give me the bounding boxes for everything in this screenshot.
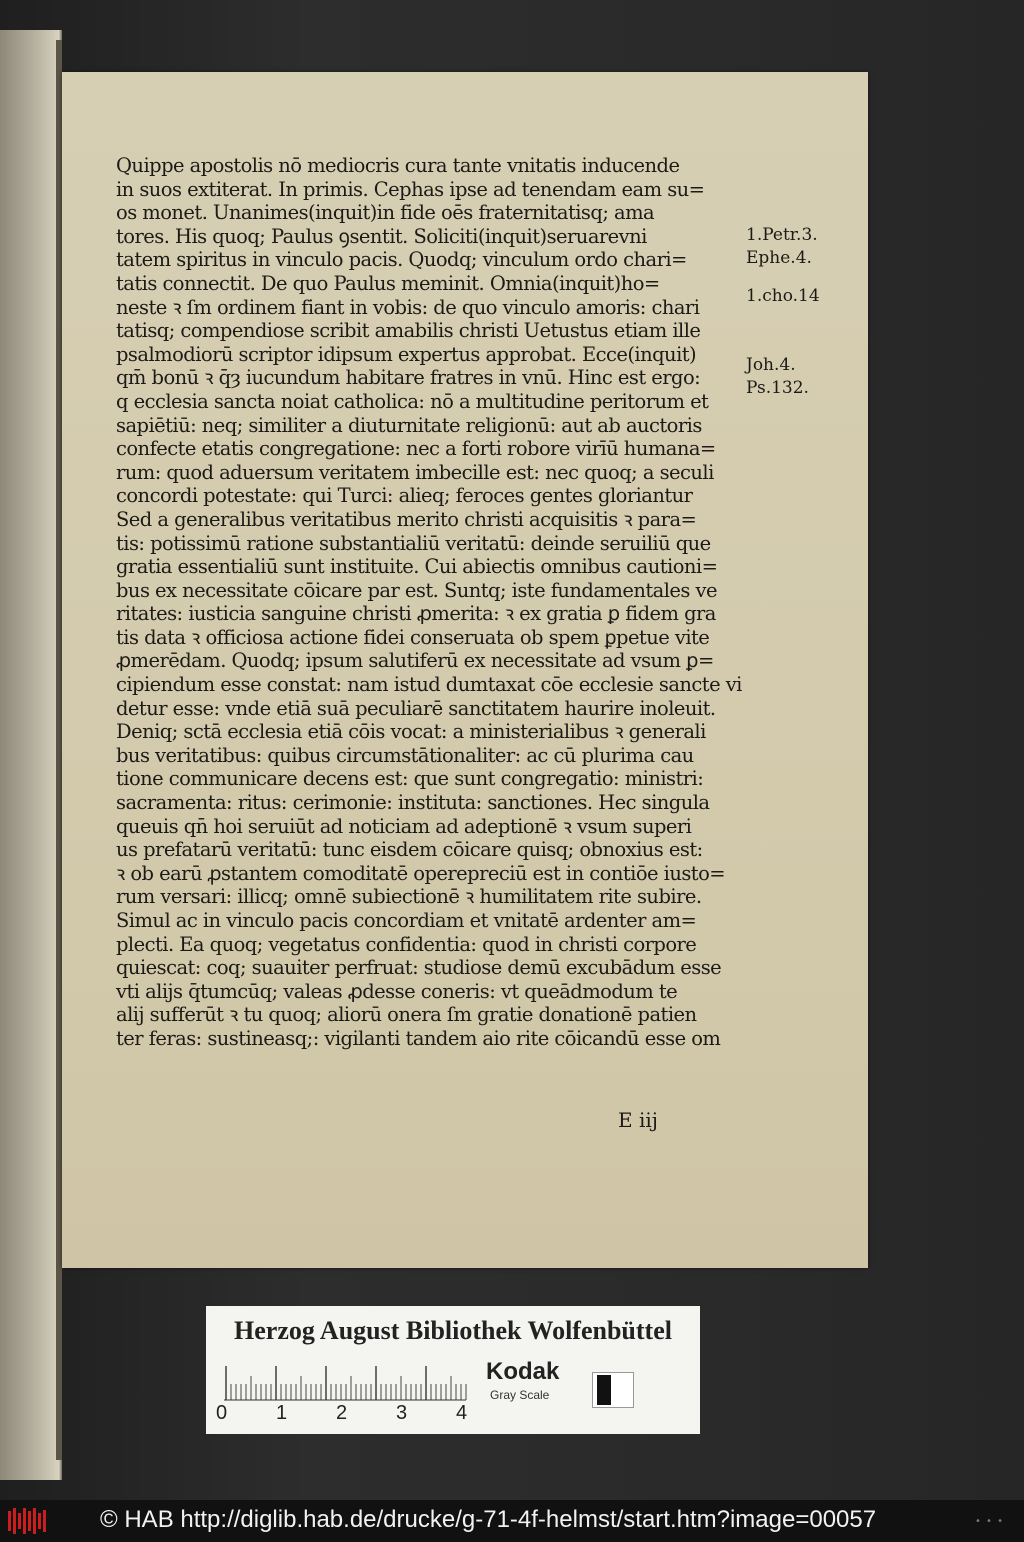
margin-note: 1.Petr.3. — [746, 224, 818, 245]
page-text-block — [116, 154, 756, 1051]
footer-bar — [0, 1500, 1024, 1542]
ruler-number: 2 — [336, 1402, 348, 1424]
text-line: tatem spiritus in vinculo pacis. Quodq; vinculum ordo chari= — [116, 248, 687, 272]
text-line: tatisq; compendiose scribit amabilis christi Uetustus etiam ille — [116, 319, 701, 343]
signature-mark: E iij — [618, 1108, 658, 1132]
source-url[interactable]: © HAB http://diglib.hab.de/drucke/g-71-4f-helmst/start.htm?image=00057 — [100, 1506, 877, 1533]
gray-scale-label: Gray Scale — [490, 1388, 550, 1402]
margin-note: Ps.132. — [746, 378, 809, 399]
text-line: gratia essentialiū sunt instituite. Cui abiectis omnibus cautioni= — [116, 555, 718, 579]
text-line: psalmodiorū scriptor idipsum expertus approbat. Ecce(inquit) — [116, 342, 697, 366]
ruler-number: 0 — [216, 1402, 228, 1424]
ruler-number: 4 — [456, 1402, 468, 1424]
gray-scale-swatch — [592, 1372, 634, 1408]
library-name: Herzog August Bibliothek Wolfenbüttel — [234, 1316, 672, 1345]
text-line: rum: quod aduersum veritatem imbecille est: nec quoq; a seculi — [116, 460, 714, 484]
text-line: plecti. Ea quoq; vegetatus confidentia: quod in christi corpore — [116, 932, 697, 956]
text-line: detur esse: vnde etiā suā peculiarē sanctitatem haurire inoleuit. — [116, 696, 716, 720]
margin-note: Ephe.4. — [746, 248, 812, 269]
ruler-scale — [220, 1362, 470, 1402]
text-line: sapiētiū: neq; similiter a diuturnitate religionū: aut ab auctoris — [116, 413, 702, 437]
text-line: confecte etatis congregatione: nec a forti robore virīū humana= — [116, 437, 716, 461]
text-line: ritates: iusticia sanguine christi ꝓmerita: ꝛ ex gratia ꝑ fidem gra — [116, 602, 716, 626]
text-line: ꝛ ob earū ꝓstantem comoditatē operepreciū est in contiōe iusto= — [116, 861, 726, 885]
text-line: Deniq; sctā ecclesia etiā cōis vocat: a ministerialibus ꝛ generali — [116, 720, 706, 744]
text-line: sacramenta: ritus: cerimonie: instituta: sanctiones. Hec singula — [116, 791, 710, 815]
ruler-number: 1 — [276, 1402, 288, 1424]
text-line: os monet. Unanimes(inquit)in fide oēs fraternitatisq; ama — [116, 201, 655, 225]
book-page — [62, 72, 868, 1268]
text-line: Simul ac in vinculo pacis concordiam et vnitatē ardenter am= — [116, 909, 697, 932]
text-line: queuis qn̄ hoi seruiūt ad noticiam ad adeptionē ꝛ vsum superi — [116, 814, 692, 838]
library-label-card — [206, 1306, 700, 1434]
margin-note: 1.cho.14 — [746, 286, 820, 307]
text-line: q ecclesia sancta noiat catholica: nō a multitudine peritorum et — [116, 389, 709, 413]
text-line: bus veritatibus: quibus circumstātionaliter: ac cū plurima cau — [116, 743, 694, 767]
text-line: tis data ꝛ officiosa actione fidei conseruata ob spem ꝑpetue vite — [116, 625, 710, 649]
hab-logo-icon — [8, 1508, 46, 1534]
previous-page-edge — [0, 30, 62, 1480]
ruler-number: 3 — [396, 1402, 408, 1424]
text-line: ꝓmerēdam. Quodq; ipsum salutiferū ex necessitate ad vsum ꝑ= — [116, 649, 714, 673]
text-line: us prefatarū veritatū: tunc eisdem cōicare quisq; obnoxius est: — [116, 838, 703, 862]
text-line: ter feras: sustineasq;: vigilanti tandem aio rite cōicandū esse om — [116, 1026, 721, 1050]
kodak-brand: Kodak — [486, 1358, 560, 1385]
text-line: cipiendum esse constat: nam istud dumtaxat cōe ecclesie sancte vi — [116, 673, 742, 697]
text-line: Sed a generalibus veritatibus merito christi acquisitis ꝛ para= — [116, 507, 697, 531]
text-line: tores. His quoq; Paulus ꝯsentit. Soliciti(inquit)seruarevni — [116, 224, 647, 248]
text-line: tatis connectit. De quo Paulus meminit. Omnia(inquit)ho= — [116, 271, 660, 295]
ruler-numbers — [216, 1402, 476, 1428]
text-line: concordi potestate: qui Turci: alieq; feroces gentes gloriantur — [116, 484, 693, 508]
text-line: neste ꝛ ſm ordinem fiant in vobis: de quo vinculo amoris: chari — [116, 295, 700, 319]
text-line: vti alijs q̄tumcūq; valeas ꝓdesse coneris: vt queādmodum te — [116, 979, 678, 1003]
text-line: tis: potissimū ratione substantialiū veritatū: deinde seruiliū que — [116, 531, 711, 555]
text-line: alij sufferūt ꝛ tu quoq; aliorū onera ſm gratie donationē patien — [116, 1003, 697, 1027]
margin-note: Joh.4. — [746, 354, 796, 375]
text-line: quiescat: coq; suauiter perfruat: studiose demū excubādum esse — [116, 956, 722, 980]
text-line: bus ex necessitate cōicare par est. Suntq; iste fundamentales ve — [116, 578, 717, 602]
more-dots-icon: • • • — [974, 1516, 1004, 1527]
text-line: tione communicare decens est: que sunt congregatio: ministri: — [116, 767, 704, 791]
text-line: rum versari: illicq; omnē subiectionē ꝛ humilitatem rite subire. — [116, 885, 702, 909]
text-line: Quippe apostolis nō mediocris cura tante vnitatis inducende — [116, 154, 680, 177]
text-line: in suos extiterat. In primis. Cephas ipse ad tenendam eam su= — [116, 177, 705, 201]
text-line: qm̄ bonū ꝛ q̄ȝ iucundum habitare fratres in vnū. Hinc est ergo: — [116, 366, 701, 390]
